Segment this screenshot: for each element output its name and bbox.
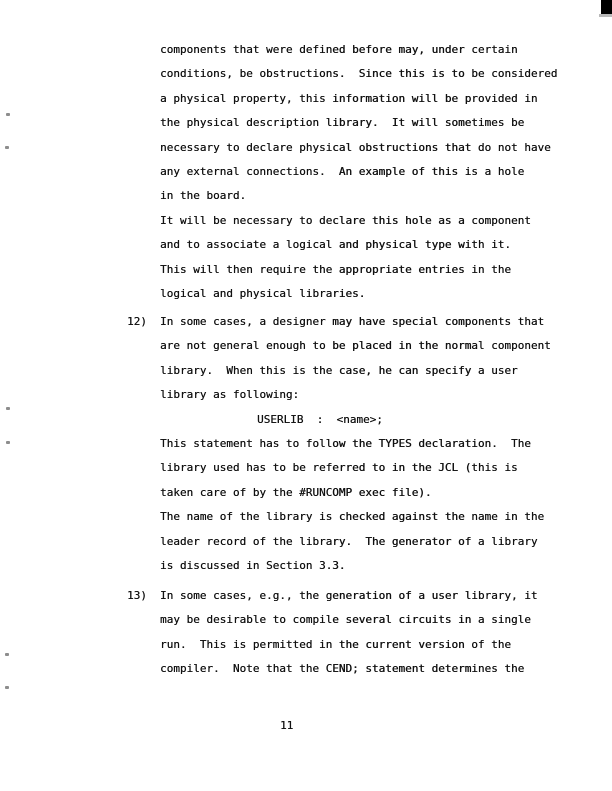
scan-corner-mark xyxy=(601,0,612,16)
text-line: any external connections. An example of this is a hole xyxy=(160,164,525,178)
text-line: components that were defined before may, under certain xyxy=(160,43,518,56)
text-line: library as following: xyxy=(160,388,300,402)
text-line: the physical description library. It will sometimes be xyxy=(160,116,525,130)
text-line: a physical property, this information will be provided in xyxy=(160,91,538,105)
margin-mark xyxy=(5,146,9,149)
text-line: The name of the library is checked against the name in the xyxy=(160,510,545,524)
text-line: leader record of the library. The generator of a library xyxy=(160,534,538,548)
page-number: 11 xyxy=(280,719,294,732)
margin-mark xyxy=(6,113,10,116)
text-line: library. When this is the case, he can specify a user xyxy=(160,363,518,377)
numbered-item xyxy=(127,584,580,682)
text-line: This statement has to follow the TYPES declaration. The xyxy=(160,436,531,450)
margin-mark xyxy=(6,407,10,410)
numbered-item xyxy=(127,310,580,578)
text-line: compiler. Note that the CEND; statement determines the xyxy=(160,662,525,676)
text-line: taken care of by the #RUNCOMP exec file). xyxy=(160,485,432,499)
item-number: 12) xyxy=(127,315,147,328)
text-line: necessary to declare physical obstructions that do not have xyxy=(160,140,551,154)
margin-mark xyxy=(6,441,10,444)
paragraph xyxy=(160,38,580,306)
text-line: and to associate a logical and physical type with it. xyxy=(160,238,511,252)
text-line: conditions, be obstructions. Since this is to be considered xyxy=(160,67,558,81)
text-line: are not general enough to be placed in the normal component xyxy=(160,339,551,353)
text-line: It will be necessary to declare this hole as a component xyxy=(160,213,531,227)
text-line: library used has to be referred to in the JCL (this is xyxy=(160,461,518,475)
text-line: This will then require the appropriate entries in the xyxy=(160,262,511,276)
text-line: In some cases, a designer may have special components that xyxy=(160,315,545,328)
text-line: may be desirable to compile several circuits in a single xyxy=(160,613,531,627)
text-line: logical and physical libraries. xyxy=(160,286,366,300)
text-line: in the board. xyxy=(160,189,247,203)
text-line: is discussed in Section 3.3. xyxy=(160,558,346,572)
code-line: USERLIB : <name>; xyxy=(257,412,383,426)
margin-mark xyxy=(5,653,9,656)
margin-mark xyxy=(5,686,9,689)
item-number: 13) xyxy=(127,589,147,602)
text-line: In some cases, e.g., the generation of a user library, it xyxy=(160,589,538,602)
text-line: run. This is permitted in the current version of the xyxy=(160,637,511,651)
